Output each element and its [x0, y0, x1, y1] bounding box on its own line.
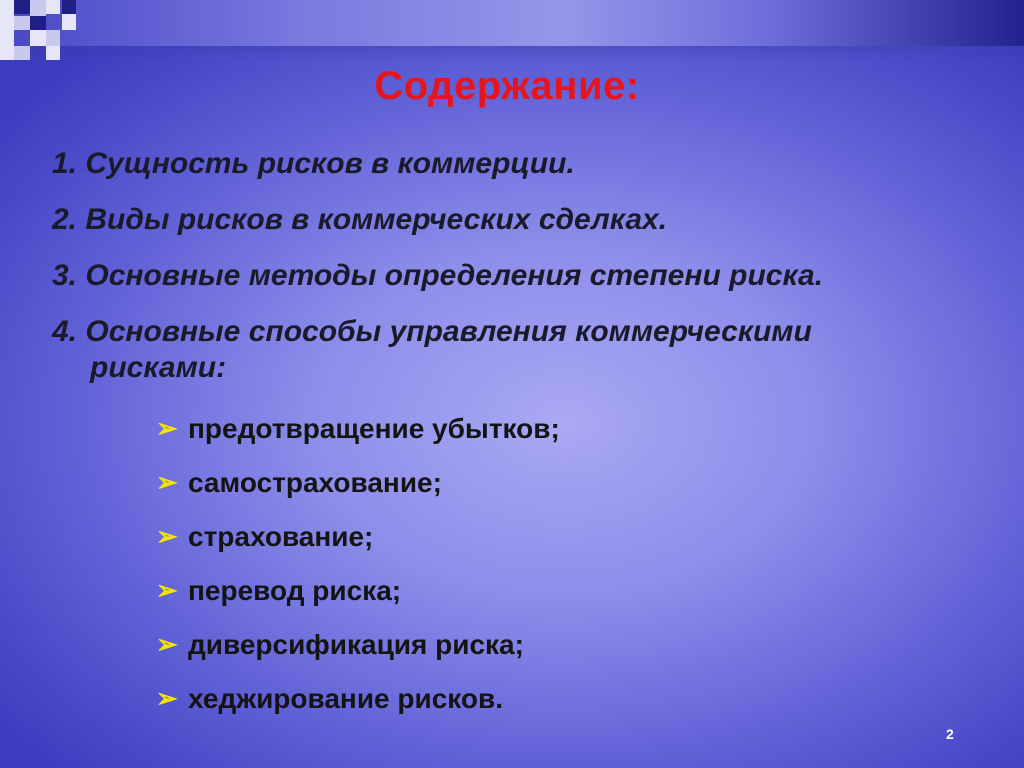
corner-square — [30, 0, 46, 16]
slide-title: Содержание: — [374, 64, 640, 108]
content-item-continuation: рисками: — [90, 351, 227, 384]
content-item-text: 3. Основные методы определения степени риска. — [52, 259, 824, 292]
sub-item-text: страхование; — [188, 521, 374, 552]
arrow-bullet-icon: ➢ — [156, 683, 178, 713]
content-item-text: 4. Основные способы управления коммерческими — [52, 315, 812, 348]
corner-square — [62, 0, 76, 14]
sub-item — [156, 411, 560, 446]
sub-item-text: предотвращение убытков; — [188, 413, 560, 444]
sub-item-text: диверсификация риска; — [188, 629, 524, 660]
corner-square — [46, 46, 60, 60]
header-shadow — [0, 46, 1024, 60]
corner-square — [62, 14, 76, 30]
sub-item — [156, 465, 442, 500]
sub-item-text: самострахование; — [188, 467, 442, 498]
corner-square — [0, 0, 14, 60]
arrow-bullet-icon: ➢ — [156, 629, 178, 659]
sub-item — [156, 519, 373, 554]
content-item-4 — [52, 310, 812, 390]
sub-item — [156, 627, 524, 662]
corner-square — [30, 16, 46, 30]
content-item-3 — [52, 254, 823, 298]
page-number: 2 — [946, 726, 954, 742]
content-item-2 — [52, 198, 667, 242]
sub-item-text: хеджирование рисков. — [188, 683, 504, 714]
arrow-bullet-icon: ➢ — [156, 413, 178, 443]
sub-item — [156, 573, 401, 608]
sub-item-text: перевод риска; — [188, 575, 402, 606]
corner-square — [14, 0, 30, 14]
sub-item — [156, 681, 503, 716]
header-band — [0, 0, 1024, 46]
corner-square — [14, 46, 30, 60]
arrow-bullet-icon: ➢ — [156, 467, 178, 497]
corner-square — [46, 30, 60, 46]
arrow-bullet-icon: ➢ — [156, 521, 178, 551]
content-item-text: 2. Виды рисков в коммерческих сделках. — [52, 203, 668, 236]
corner-square — [46, 0, 60, 14]
content-item-text: 1. Сущность рисков в коммерции. — [52, 147, 575, 180]
arrow-bullet-icon: ➢ — [156, 575, 178, 605]
corner-square — [30, 30, 46, 46]
corner-square — [14, 16, 30, 30]
content-item-1 — [52, 142, 575, 186]
